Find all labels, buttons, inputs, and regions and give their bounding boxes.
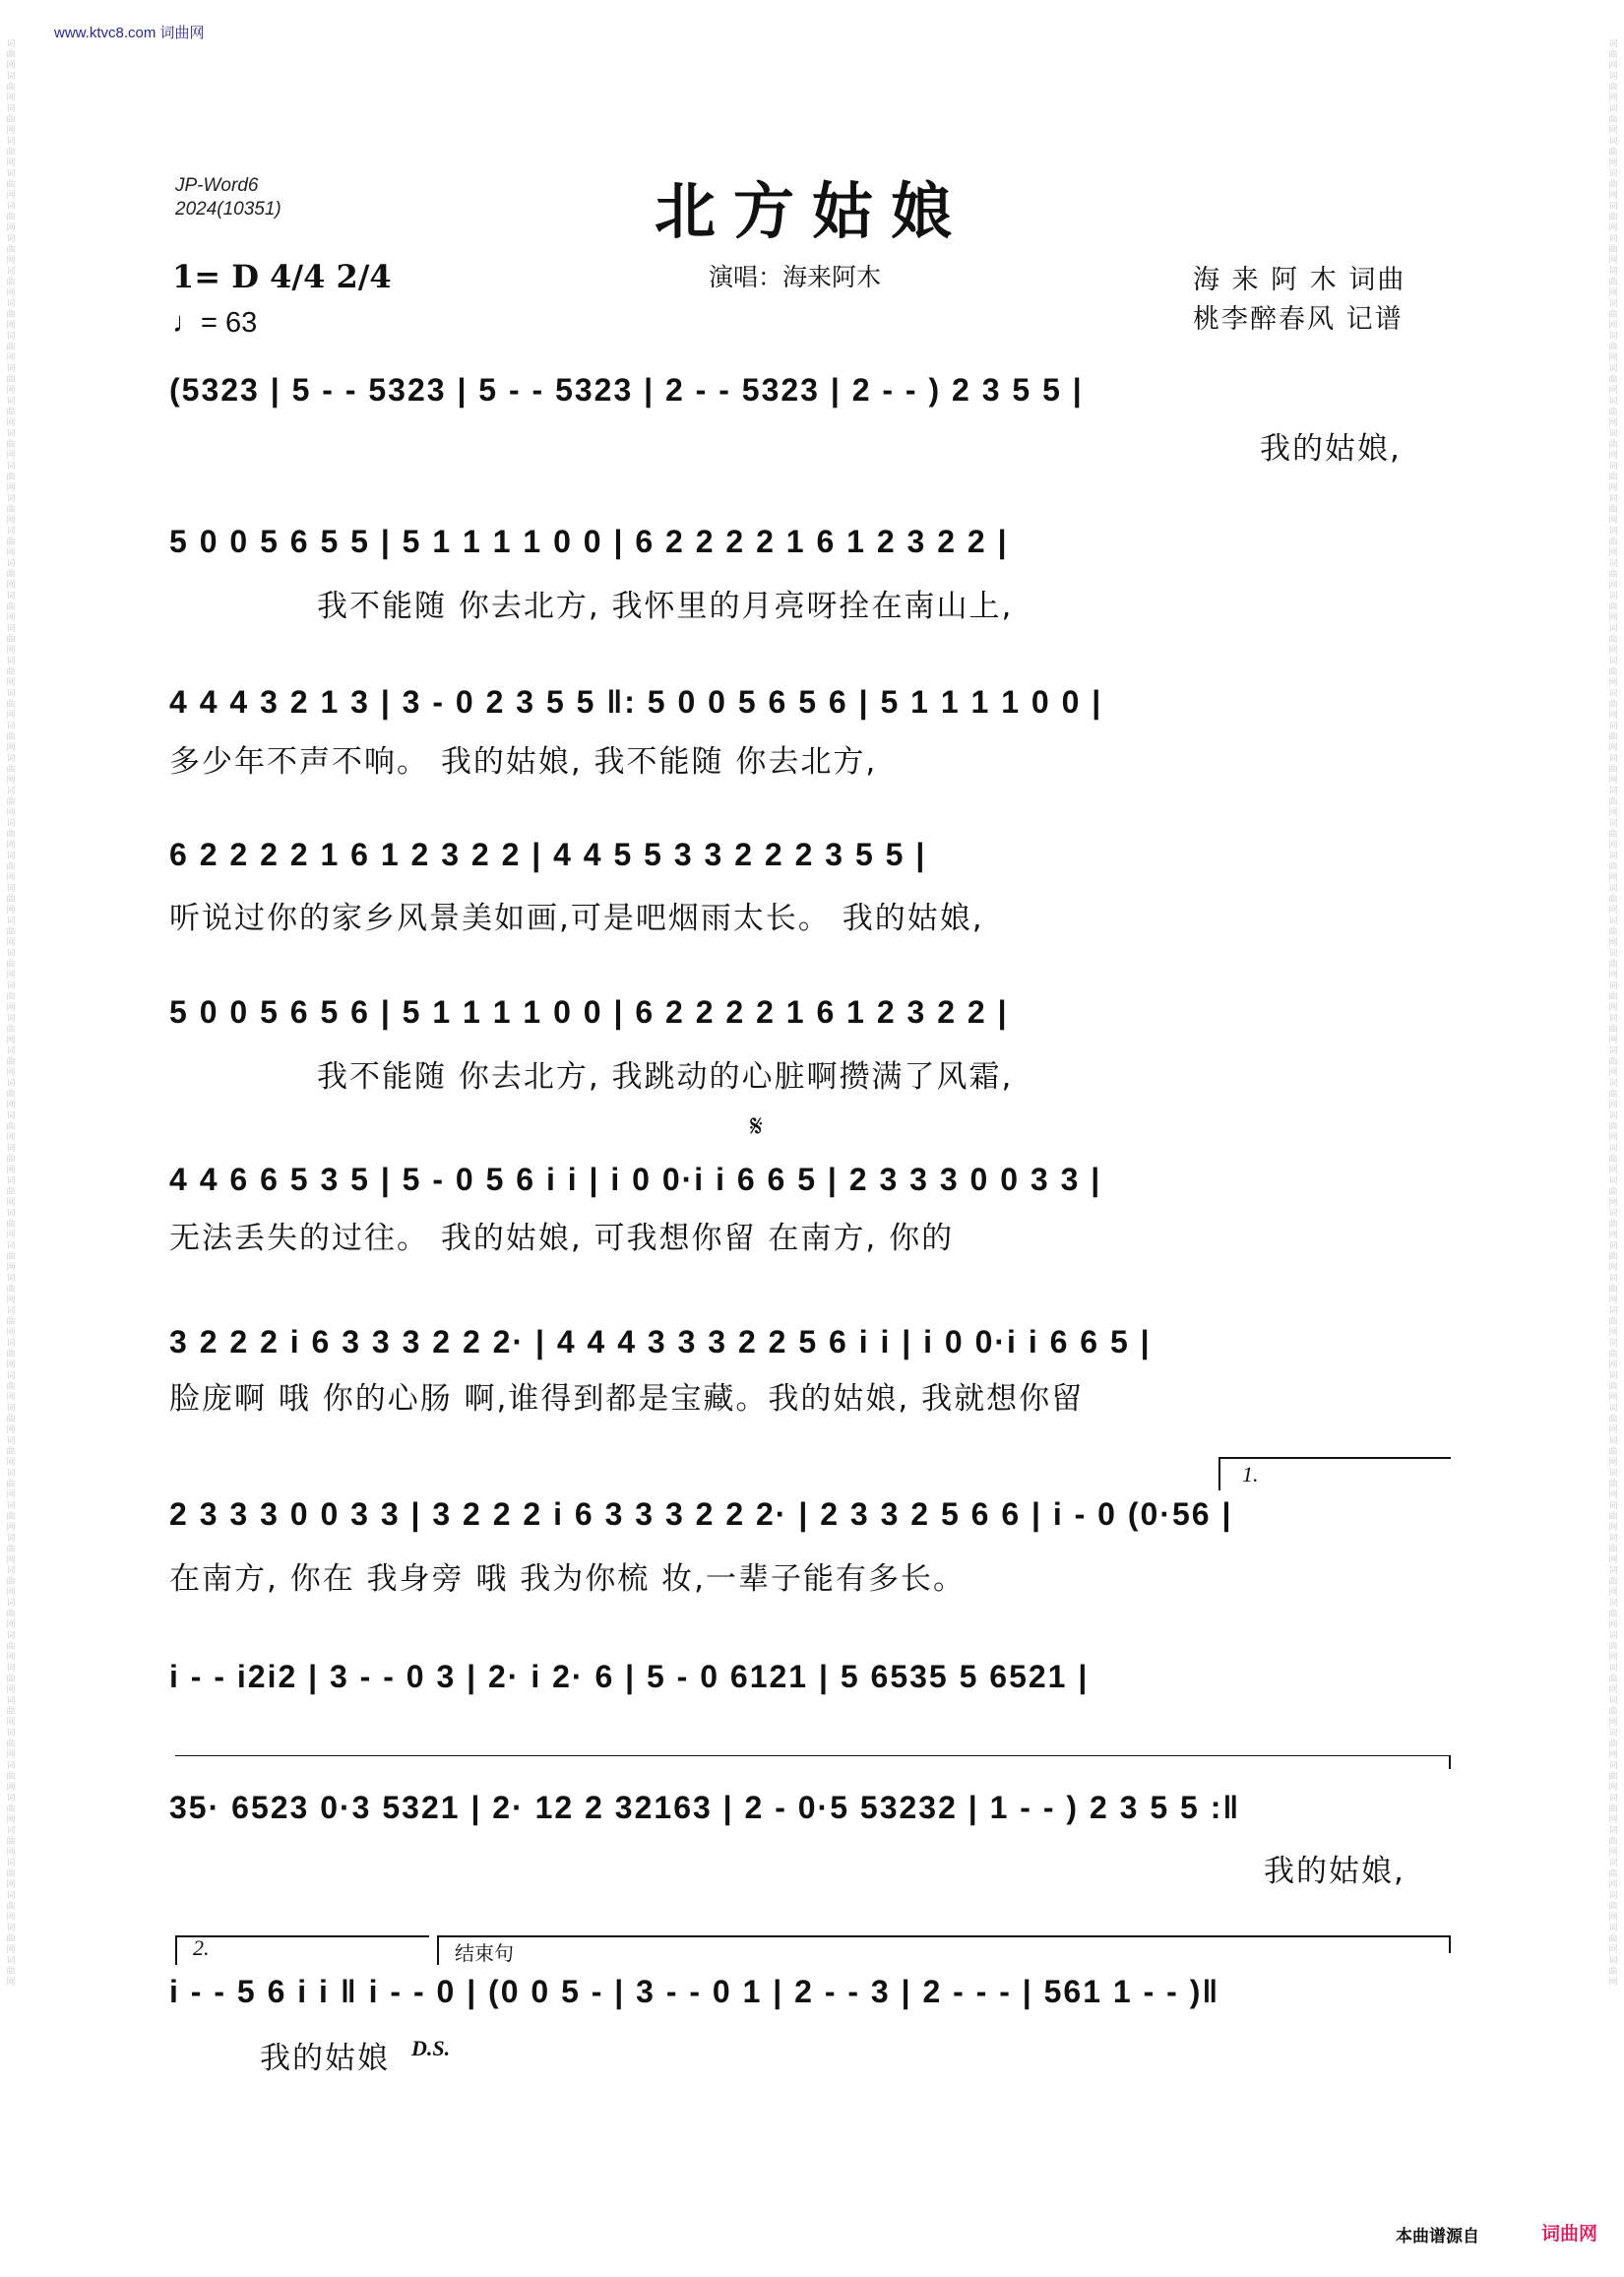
lyrics-line-3: 多少年不声不响。 我的姑娘, 我不能随 你去北方, bbox=[169, 744, 878, 780]
volta-2-bracket-edge bbox=[175, 1935, 177, 1965]
notation-line-5: 5 0 0 5 6 5 6 | 5 1 1 1 1 0 0 | 6 2 2 2 2 1 6 1 2 3 2 2 | bbox=[169, 994, 1009, 1030]
phrase-bracket bbox=[175, 1755, 1451, 1756]
notation-line-2: 5 0 0 5 6 5 5 | 5 1 1 1 1 0 0 | 6 2 2 2 2 1 6 1 2 3 2 2 | bbox=[169, 524, 1009, 559]
lyrics-line-10: 我的姑娘, bbox=[1264, 1854, 1405, 1889]
singer-line: 演唱：海来阿木 bbox=[709, 263, 882, 291]
notation-line-4: 6 2 2 2 2 1 6 1 2 3 2 2 | 4 4 5 5 3 3 2 2 2 3 5 5 | bbox=[169, 837, 927, 872]
lyrics-line-1: 我的姑娘, bbox=[1260, 431, 1402, 467]
footer-brand-link[interactable]: 词曲网 bbox=[1541, 2223, 1598, 2245]
segno-sign: 𝄋 bbox=[750, 1110, 763, 1143]
software-label: JP-Word6 bbox=[175, 175, 259, 196]
watermark-right: 词曲网词曲网词曲网词曲网词曲网词曲网词曲网词曲网词曲网词曲网词曲网词曲网词曲网词曲网词曲网词曲网词曲网词曲网词曲网词曲网词曲网词曲网词曲网词曲网词曲网词曲网词曲网词曲网词曲网词曲网词曲网词曲网词曲网词曲网词曲网词曲网词曲网词曲网词曲网词曲网词曲网词曲网词曲网词曲网词曲网词曲网词曲网词曲网词曲网词曲网词曲网词曲网词曲网词曲网词曲网词曲网词曲网词曲网词曲网词曲网 bbox=[1608, 39, 1618, 1988]
site-url[interactable]: www.ktvc8.com 词曲网 bbox=[54, 25, 205, 41]
phrase-bracket-edge bbox=[1449, 1755, 1451, 1769]
coda-bracket-edge-left bbox=[437, 1935, 439, 1965]
volta-2-bracket bbox=[175, 1935, 429, 1937]
notation-line-9: i - - i2i2 | 3 - - 0 3 | 2· i 2· 6 | 5 - 0 6121 | 5 6535 5 6521 | bbox=[169, 1659, 1090, 1694]
page-title: 北方姑娘 bbox=[654, 175, 969, 247]
notation-line-10: 35· 6523 0·3 5321 | 2· 12 2 32163 | 2 - 0·5 53232 | 1 - - ) 2 3 5 5 :‖ bbox=[169, 1790, 1241, 1825]
serial-number: 2024(10351) bbox=[175, 199, 281, 220]
lyrics-line-11: 我的姑娘 bbox=[260, 2041, 390, 2076]
notation-line-8: 2 3 3 3 0 0 3 3 | 3 2 2 2 i 6 3 3 3 2 2 2· | 2 3 3 2 5 6 6 | i - 0 (0·56 | bbox=[169, 1496, 1233, 1532]
coda-label: 结束句 bbox=[455, 1941, 514, 1965]
lyrics-line-5: 我不能随 你去北方, 我跳动的心脏啊攒满了风霜, bbox=[317, 1059, 1014, 1095]
notation-line-6: 4 4 6 6 5 3 5 | 5 - 0 5 6 i i | i 0 0·i i 6 6 5 | 2 3 3 3 0 0 3 3 | bbox=[169, 1162, 1102, 1197]
coda-bracket-edge-right bbox=[1449, 1935, 1451, 1953]
coda-bracket bbox=[437, 1935, 1451, 1937]
lyrics-line-6: 无法丢失的过往。 我的姑娘, 可我想你留 在南方, 你的 bbox=[169, 1221, 955, 1256]
notation-line-3: 4 4 4 3 2 1 3 | 3 - 0 2 3 5 5 ‖: 5 0 0 5 6 5 6 | 5 1 1 1 1 0 0 | bbox=[169, 684, 1103, 720]
volta-1-label: 1. bbox=[1242, 1462, 1259, 1486]
volta-2-label: 2. bbox=[193, 1935, 210, 1960]
notation-line-1: (5323 | 5 - - 5323 | 5 - - 5323 | 2 - - 5323 | 2 - - ) 2 3 5 5 | bbox=[169, 372, 1084, 408]
watermark-left: 词曲网词曲网词曲网词曲网词曲网词曲网词曲网词曲网词曲网词曲网词曲网词曲网词曲网词曲网词曲网词曲网词曲网词曲网词曲网词曲网词曲网词曲网词曲网词曲网词曲网词曲网词曲网词曲网词曲网词曲网词曲网词曲网词曲网词曲网词曲网词曲网词曲网词曲网词曲网词曲网词曲网词曲网词曲网词曲网词曲网词曲网词曲网词曲网词曲网词曲网词曲网词曲网词曲网词曲网词曲网词曲网词曲网词曲网词曲网词曲网 bbox=[6, 39, 16, 1988]
notation-line-7: 3 2 2 2 i 6 3 3 3 2 2 2· | 4 4 4 3 3 3 2 2 5 6 i i | i 0 0·i i 6 6 5 | bbox=[169, 1324, 1152, 1360]
lyrics-line-7: 脸庞啊 哦 你的心肠 啊,谁得到都是宝藏。我的姑娘, 我就想你留 bbox=[169, 1381, 1085, 1417]
credit-transcriber: 桃李醉春风 记谱 bbox=[1193, 304, 1404, 335]
credit-lyrics-music: 海 来 阿 木 词曲 bbox=[1193, 265, 1406, 295]
lyrics-line-4: 听说过你的家乡风景美如画,可是吧烟雨太长。 我的姑娘, bbox=[169, 901, 984, 936]
lyrics-line-2: 我不能随 你去北方, 我怀里的月亮呀拴在南山上, bbox=[317, 589, 1014, 624]
key-signature: 1= D 4/4 2/4 bbox=[172, 258, 392, 295]
notation-line-11: i - - 5 6 i i ‖ i - - 0 | (0 0 5 - | 3 - - 0 1 | 2 - - 3 | 2 - - - | 561 1 - - )‖ bbox=[169, 1974, 1220, 2009]
lyrics-line-8: 在南方, 你在 我身旁 哦 我为你梳 妆,一辈子能有多长。 bbox=[169, 1561, 966, 1597]
volta-1-bracket-edge bbox=[1218, 1457, 1220, 1490]
volta-1-bracket bbox=[1218, 1457, 1451, 1459]
footer-source: 本曲谱源自 bbox=[1396, 2227, 1479, 2246]
ds-mark: D.S. bbox=[411, 2036, 451, 2060]
tempo-mark: ♩= 63 bbox=[172, 307, 258, 339]
